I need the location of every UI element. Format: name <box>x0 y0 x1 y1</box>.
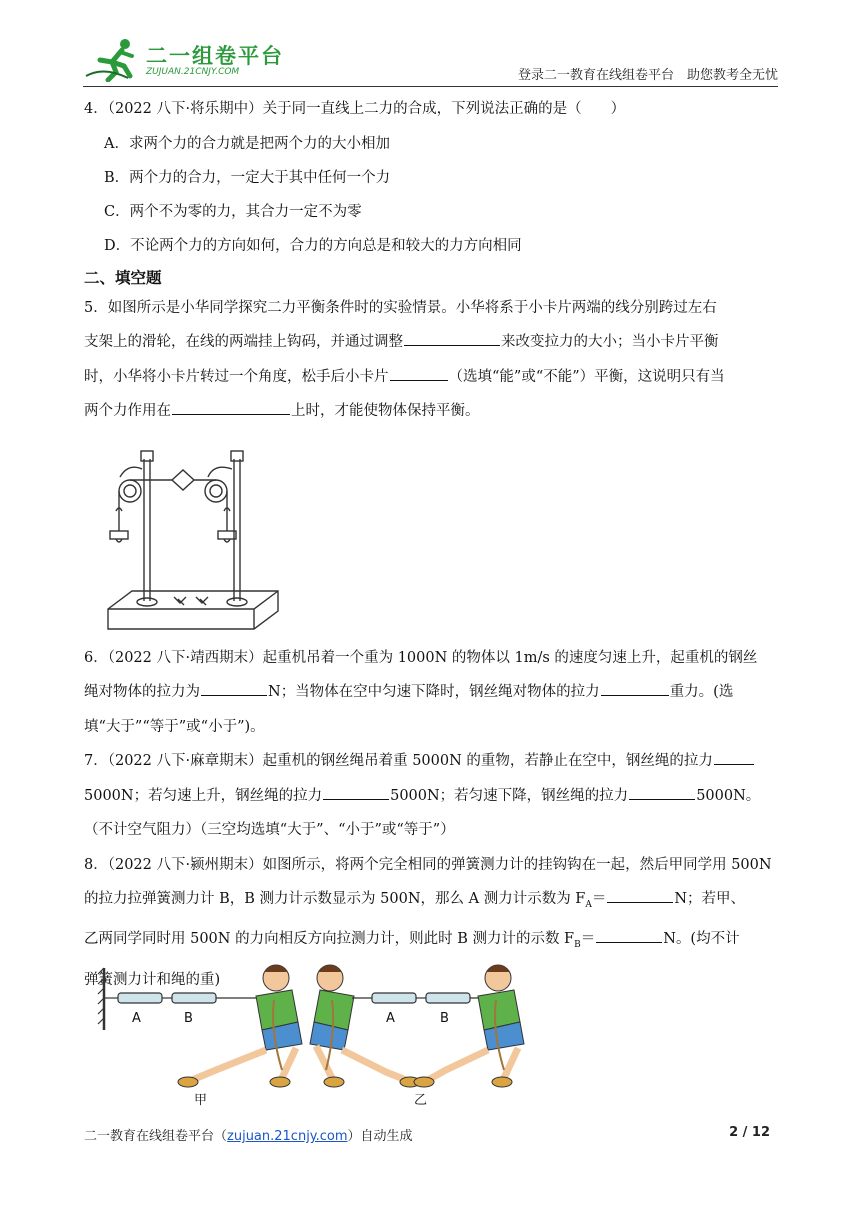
caption-left: 甲 <box>194 1093 208 1108</box>
question-5-line: 支架上的滑轮，在线的两端挂上钩码，并通过调整 来改变拉力的大小；当小卡片平衡 <box>84 325 778 360</box>
answer-blank[interactable] <box>172 398 290 415</box>
brand-url: ZUJUAN.21CNJY.COM <box>146 67 240 77</box>
question-6-line: 6．（2022 八下·靖西期末）起重机吊着一个重为 1000N 的物体以 1m/s 的速度匀速上升，起重机的钢丝 <box>84 649 758 666</box>
page-number: 2 / 12 <box>729 1125 770 1140</box>
question-stem: 关于同一直线上二力的合成，下列说法正确的是（ ） <box>262 101 626 117</box>
spring-scale-figure <box>96 960 536 1110</box>
question-number: 4． <box>84 101 108 117</box>
question-source: （2022 八下·将乐期中） <box>107 101 263 117</box>
option-d: D．不论两个力的方向如何，合力的方向总是和较大的力方向相同 <box>104 237 522 254</box>
brand-name: 二一组卷平台 <box>146 44 284 68</box>
footer-link[interactable]: zujuan.21cnjy.com <box>227 1129 348 1144</box>
header-slogan: 登录二一教育在线组卷平台 助您教考全无忧 <box>517 68 778 83</box>
question-content <box>84 92 778 997</box>
answer-blank[interactable] <box>201 679 267 696</box>
caption-right: 乙 <box>414 1093 428 1108</box>
footer-source: 二一教育在线组卷平台（zujuan.21cnjy.com）自动生成 <box>84 1129 413 1144</box>
question-7-line: （不计空气阻力）（三空均选填“大于”、“小于”或“等于”） <box>84 822 455 838</box>
question-8-line: 的拉力拉弹簧测力计 B，B 测力计示数显示为 500N，那么 A 测力计示数为 $F_A= N$；若甲、 <box>84 882 778 922</box>
scale-b-label: B <box>184 1011 193 1026</box>
option-a: A．求两个力的合力就是把两个力的大小相加 <box>104 135 390 152</box>
question-6 <box>84 641 778 745</box>
question-7-line: 5000N；若匀速上升，钢丝绳的拉力 5000N；若匀速下降，钢丝绳的拉力 5000N。 <box>84 779 778 814</box>
section-title: 二、填空题 <box>84 268 162 287</box>
question-6-line: 绳对物体的拉力为 N；当物体在空中匀速下降时，钢丝绳对物体的拉力 重力。(选 <box>84 675 778 710</box>
student-right-figure <box>414 965 524 1087</box>
platform-logo <box>84 36 284 82</box>
student-middle-figure <box>310 965 420 1087</box>
header-divider <box>83 86 778 87</box>
question-8-line: 8．（2022 八下·颍州期末）如图所示，将两个完全相同的弹簧测力计的挂钩钩在一起，然后甲同学用 500N <box>84 856 772 873</box>
question-6-line: 填“大于”“等于”或“小于”)。 <box>84 718 265 735</box>
answer-blank[interactable] <box>601 679 669 696</box>
answer-blank[interactable] <box>390 364 448 381</box>
option-c: C．两个不为零的力，其合力一定不为零 <box>104 203 362 220</box>
question-5 <box>84 291 778 429</box>
scale-a-label-right: A <box>386 1011 395 1026</box>
scale-b-label-right: B <box>440 1011 449 1026</box>
scale-a-label: A <box>132 1011 141 1026</box>
answer-blank[interactable] <box>629 783 695 800</box>
option-b: B．两个力的合力，一定大于其中任何一个力 <box>104 169 391 186</box>
answer-blank[interactable] <box>404 329 500 346</box>
question-7-line: 7．（2022 八下·麻章期末）起重机的钢丝绳吊着重 5000N 的重物，若静止在空中，钢丝绳的拉力 <box>84 744 778 779</box>
runner-logo-icon <box>84 36 144 82</box>
answer-blank[interactable] <box>596 926 662 943</box>
question-8-line: 弹簧测力计和绳的重) <box>84 971 221 988</box>
question-5-line: 时，小华将小卡片转过一个角度，松手后小卡片 （选填“能”或“不能”）平衡，这说明只有当 <box>84 360 778 395</box>
student-left-figure <box>178 965 302 1087</box>
question-8-line: 乙两同学同时用 500N 的力向相反方向拉测力计，则此时 B 测力计的示数 $F_B= N$。(均不计 <box>84 922 778 962</box>
answer-blank[interactable] <box>323 783 389 800</box>
question-5-line: 5．如图所示是小华同学探究二力平衡条件时的实验情景。小华将系于小卡片两端的线分别跨过左右 <box>84 299 717 316</box>
question-7 <box>84 744 778 848</box>
question-5-line: 两个力作用在 上时，才能使物体保持平衡。 <box>84 394 778 429</box>
answer-blank[interactable] <box>714 748 754 765</box>
question-4 <box>84 92 778 127</box>
balance-apparatus-figure <box>104 439 304 635</box>
answer-blank[interactable] <box>607 886 673 903</box>
